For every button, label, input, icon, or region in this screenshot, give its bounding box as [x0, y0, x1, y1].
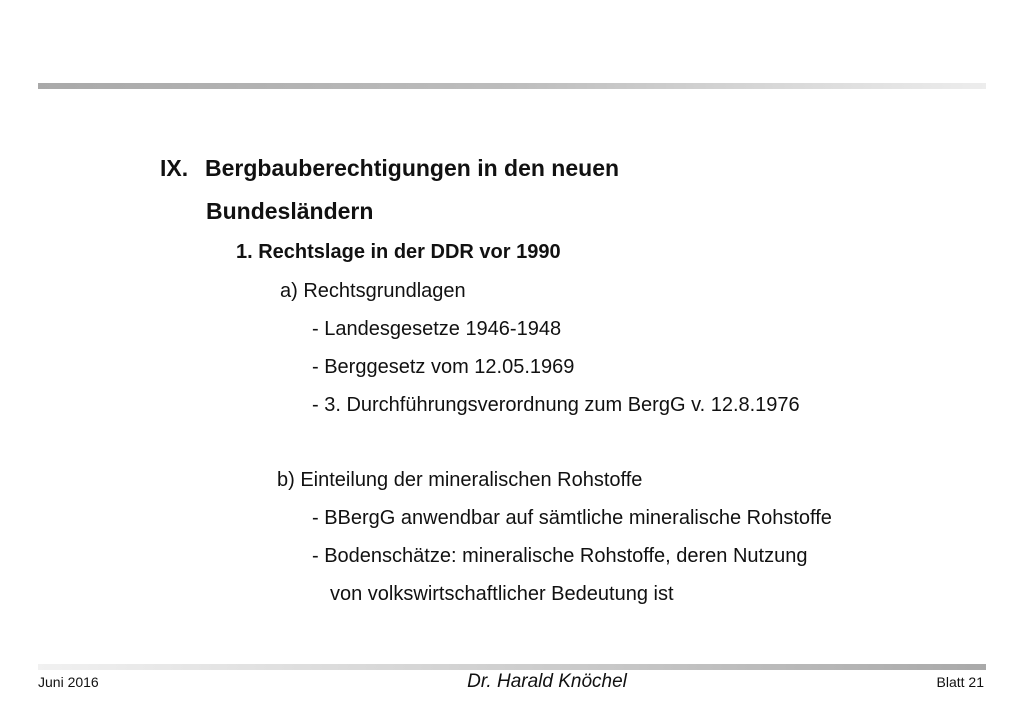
footer-date: Juni 2016: [38, 674, 99, 690]
subsection-a-item: - 3. Durchführungsverordnung zum BergG v. 12.8.1976: [312, 394, 800, 416]
subsection-a-item: - Berggesetz vom 12.05.1969: [312, 356, 575, 378]
subsection-b-label: b) Einteilung der mineralischen Rohstoffe: [277, 469, 643, 491]
section-heading: 1. Rechtslage in der DDR vor 1990: [236, 241, 561, 263]
heading-line-2: Bundesländern: [206, 198, 374, 224]
subsection-b-item-continuation: von volkswirtschaftlicher Bedeutung ist: [330, 583, 674, 605]
subsection-b-item: - BBergG anwendbar auf sämtliche mineralische Rohstoffe: [312, 507, 832, 529]
heading-line-1: Bergbauberechtigungen in den neuen: [205, 155, 620, 181]
footer-page-number: Blatt 21: [936, 674, 984, 690]
heading-number: IX.: [160, 155, 189, 181]
bottom-divider: [38, 664, 986, 670]
top-divider: [38, 83, 986, 89]
subsection-b-item: - Bodenschätze: mineralische Rohstoffe, deren Nutzung: [312, 545, 808, 567]
subsection-a-item: - Landesgesetze 1946-1948: [312, 318, 562, 340]
footer-author: Dr. Harald Knöchel: [467, 671, 627, 692]
subsection-a-label: a) Rechtsgrundlagen: [280, 280, 466, 302]
